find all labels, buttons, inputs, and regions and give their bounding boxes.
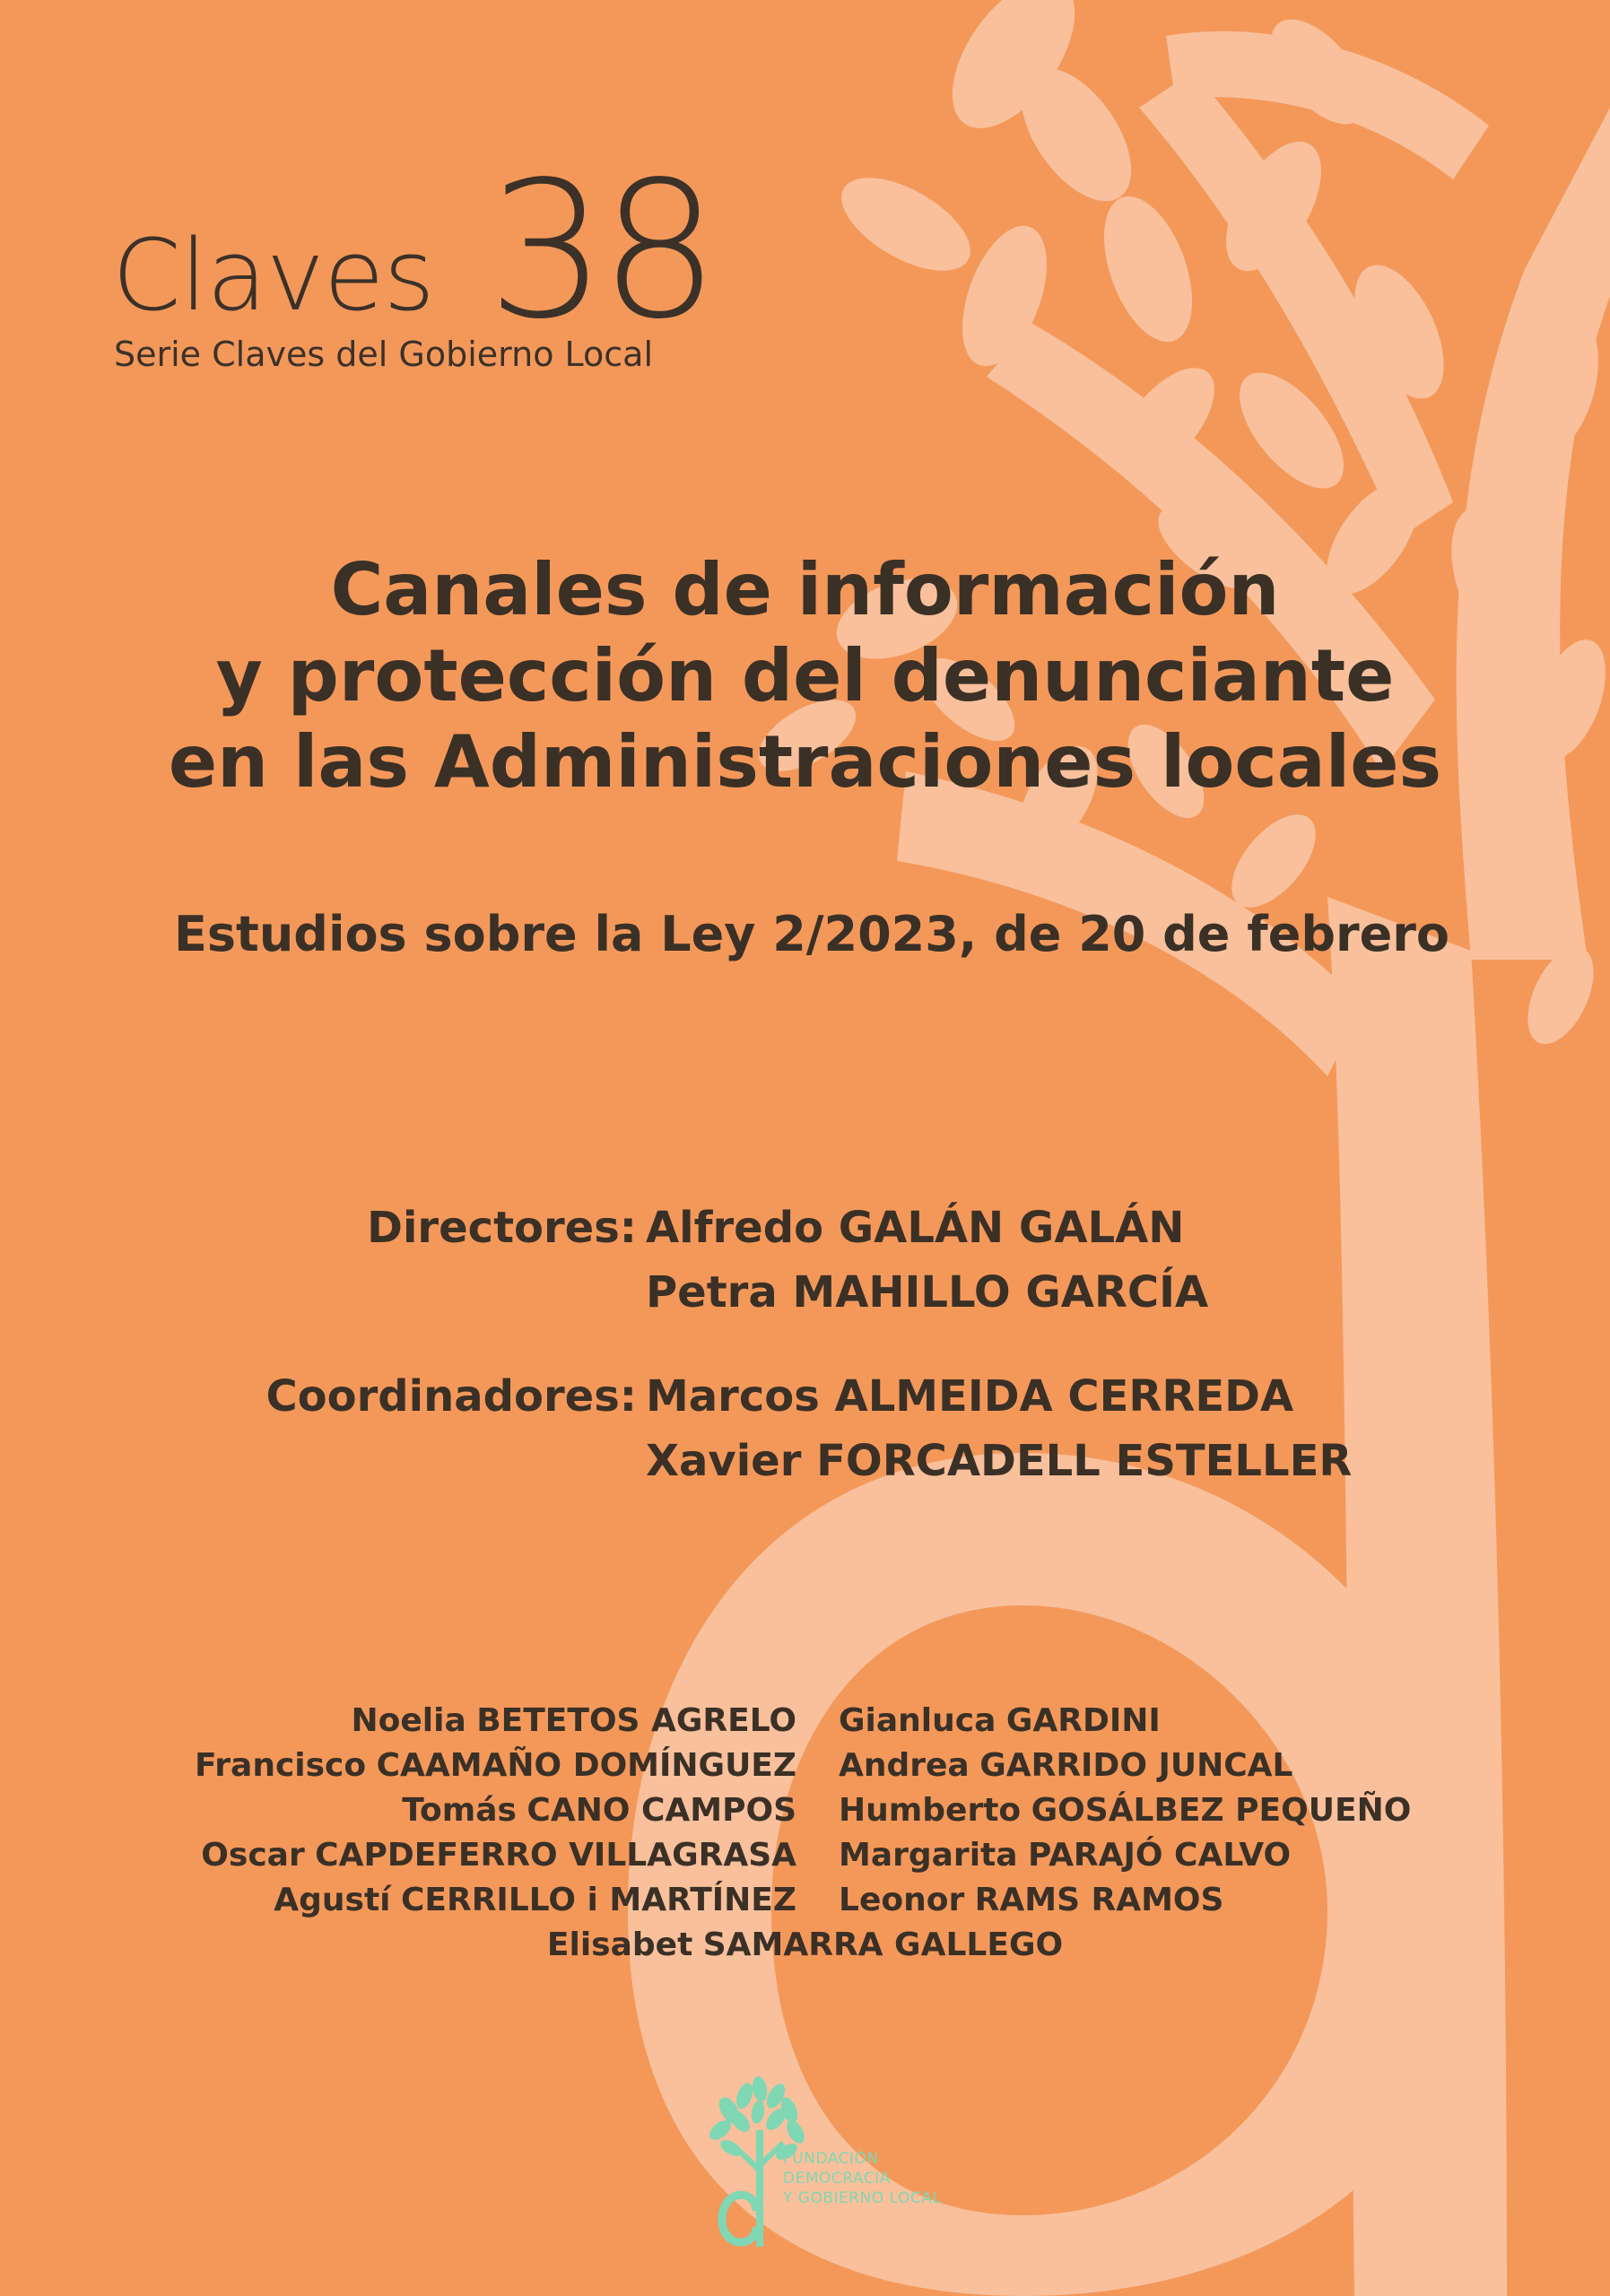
given-name: Marcos	[646, 1371, 820, 1422]
family-name: CAAMAÑO DOMÍNGUEZ	[376, 1747, 796, 1784]
contributor-row	[0, 1792, 1610, 1837]
given-name: Agustí	[274, 1882, 391, 1918]
family-name: CERRILLO i MARTÍNEZ	[400, 1882, 796, 1918]
contributor-name	[839, 1702, 1161, 1739]
given-name: Francisco	[194, 1747, 367, 1784]
family-name: CANO CAMPOS	[527, 1792, 796, 1829]
family-name: ALMEIDA CERREDA	[834, 1371, 1294, 1422]
book-title-line: Canales de información	[330, 548, 1280, 631]
publisher-name-line: FUNDACIÓN	[783, 2150, 879, 2168]
given-name: Oscar	[201, 1837, 305, 1874]
directors-group	[0, 1203, 1610, 1346]
contributor-row	[0, 1747, 1610, 1792]
family-name: GARDINI	[1005, 1702, 1161, 1739]
coordinator-name	[646, 1371, 1352, 1439]
given-name: Xavier	[646, 1436, 802, 1486]
given-name: Alfredo	[646, 1203, 824, 1253]
given-name: Humberto	[839, 1792, 1022, 1829]
contributor-name	[201, 1837, 796, 1874]
credits-block	[0, 1203, 1610, 1544]
publisher-name-line: DEMOCRACIA	[783, 2169, 891, 2187]
given-name: Tomás	[402, 1792, 517, 1829]
book-subtitle: Estudios sobre la Ley 2/2023, de 20 de febrero	[174, 906, 1449, 962]
book-title	[54, 547, 1556, 805]
contributor-name	[839, 1792, 1411, 1829]
directors-list	[646, 1203, 1209, 1335]
coordinators-label: Coordinadores:	[265, 1371, 637, 1422]
contributor-row	[0, 1837, 1610, 1882]
contributor-row	[0, 1882, 1610, 1926]
publisher-name	[783, 2150, 941, 2208]
director-name	[646, 1267, 1209, 1335]
family-name: PARAJÓ CALVO	[1027, 1837, 1292, 1874]
given-name: Noelia	[351, 1702, 466, 1739]
family-name: GOSÁLBEZ PEQUEÑO	[1031, 1792, 1412, 1829]
publisher-block	[704, 2076, 991, 2256]
series-heading	[112, 141, 794, 395]
family-name: GALÁN GALÁN	[838, 1203, 1185, 1253]
family-name: RAMS RAMOS	[974, 1882, 1224, 1918]
family-name: BETETOS AGRELO	[476, 1702, 796, 1739]
given-name: Elisabet	[546, 1926, 693, 1963]
coordinators-list	[646, 1371, 1353, 1504]
book-title-line: y protección del denunciante	[215, 634, 1395, 718]
family-name: CAPDEFERRO VILLAGRASA	[315, 1837, 796, 1874]
coordinators-group	[0, 1371, 1610, 1515]
given-name: Margarita	[839, 1837, 1018, 1874]
directors-label: Directores:	[367, 1203, 637, 1253]
contributor-name	[0, 1926, 1610, 1963]
family-name: FORCADELL ESTELLER	[816, 1436, 1353, 1486]
family-name: MAHILLO GARCÍA	[792, 1267, 1209, 1318]
contributor-name	[839, 1747, 1292, 1784]
contributor-row	[0, 1702, 1610, 1747]
family-name: GARRIDO JUNCAL	[979, 1747, 1293, 1784]
coordinator-name	[646, 1436, 1353, 1504]
book-title-line: en las Administraciones locales	[168, 720, 1442, 804]
series-name: Serie Claves del Gobierno Local	[114, 335, 654, 374]
given-name: Andrea	[839, 1747, 970, 1784]
given-name: Petra	[646, 1267, 778, 1318]
contributor-name	[402, 1792, 796, 1829]
contributor-name	[352, 1702, 797, 1739]
contributor-row	[0, 1926, 1610, 1971]
family-name: SAMARRA GALLEGO	[702, 1926, 1064, 1963]
contributor-name	[274, 1882, 796, 1918]
given-name: Gianluca	[839, 1702, 996, 1739]
contributor-name	[195, 1747, 796, 1784]
publisher-name-line: Y GOBIERNO LOCAL	[783, 2188, 942, 2207]
director-name	[646, 1203, 1208, 1271]
contributor-name	[839, 1837, 1291, 1874]
series-word: Claves	[112, 218, 434, 333]
contributors-list	[0, 1702, 1610, 1971]
given-name: Leonor	[839, 1882, 965, 1918]
series-number: 38	[487, 141, 713, 361]
contributor-name	[839, 1882, 1223, 1918]
